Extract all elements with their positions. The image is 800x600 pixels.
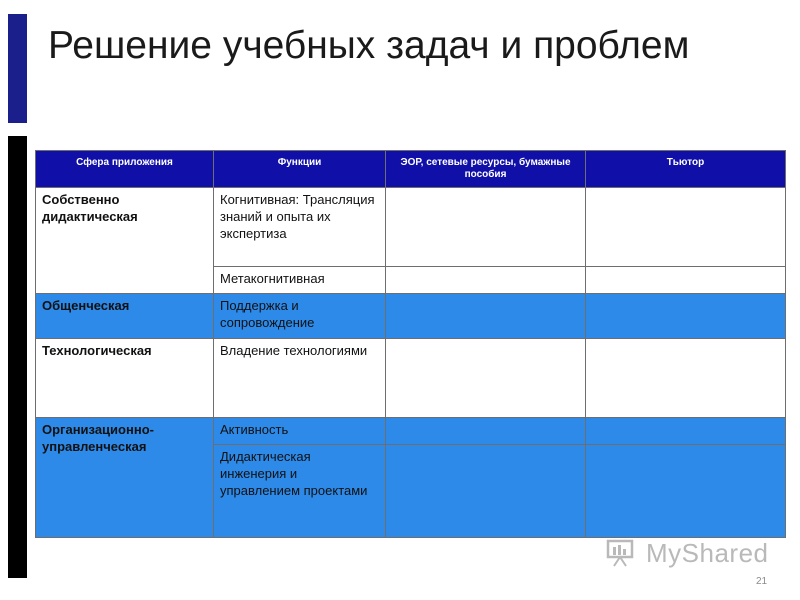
page-number: 21 [756, 576, 768, 587]
functions-table [35, 150, 786, 538]
cell-sphere: Организационно-управленческая [36, 418, 214, 538]
cell-resources [386, 294, 586, 339]
cell-tutor [586, 188, 786, 267]
cell-tutor [586, 267, 786, 294]
cell-resources [386, 445, 586, 538]
accent-bar-bottom [8, 136, 27, 578]
cell-resources [386, 418, 586, 445]
cell-tutor [586, 339, 786, 418]
cell-tutor [586, 294, 786, 339]
accent-bar-top [8, 14, 27, 123]
table-row [36, 418, 786, 445]
cell-function: Поддержка и сопровождение [214, 294, 386, 339]
table-header-row [36, 151, 786, 188]
table-row [36, 188, 786, 267]
cell-tutor [586, 445, 786, 538]
watermark-logo [606, 535, 776, 571]
presentation-board-icon [606, 539, 636, 567]
cell-function: Активность [214, 418, 386, 445]
watermark-text: MyShared [646, 538, 769, 568]
cell-resources [386, 339, 586, 418]
header-functions: Функции [214, 151, 386, 188]
table-row [36, 294, 786, 339]
cell-function: Метакогнитивная [214, 267, 386, 294]
cell-resources [386, 267, 586, 294]
cell-function: Когнитивная: Трансляция знаний и опыта их экспертиза [214, 188, 386, 267]
cell-sphere: Общенческая [36, 294, 214, 339]
header-resources: ЭОР, сетевые ресурсы, бумажные пособия [386, 151, 586, 188]
cell-function: Владение технологиями [214, 339, 386, 418]
cell-sphere: Собственно дидактическая [36, 188, 214, 294]
cell-function: Дидактическая инженерия и управлением проектами [214, 445, 386, 538]
cell-resources [386, 188, 586, 267]
header-tutor: Тьютор [586, 151, 786, 188]
cell-sphere: Технологическая [36, 339, 214, 418]
header-sphere: Сфера приложения [36, 151, 214, 188]
slide-title: Решение учебных задач и проблем [48, 24, 690, 67]
cell-tutor [586, 418, 786, 445]
table-row [36, 339, 786, 418]
